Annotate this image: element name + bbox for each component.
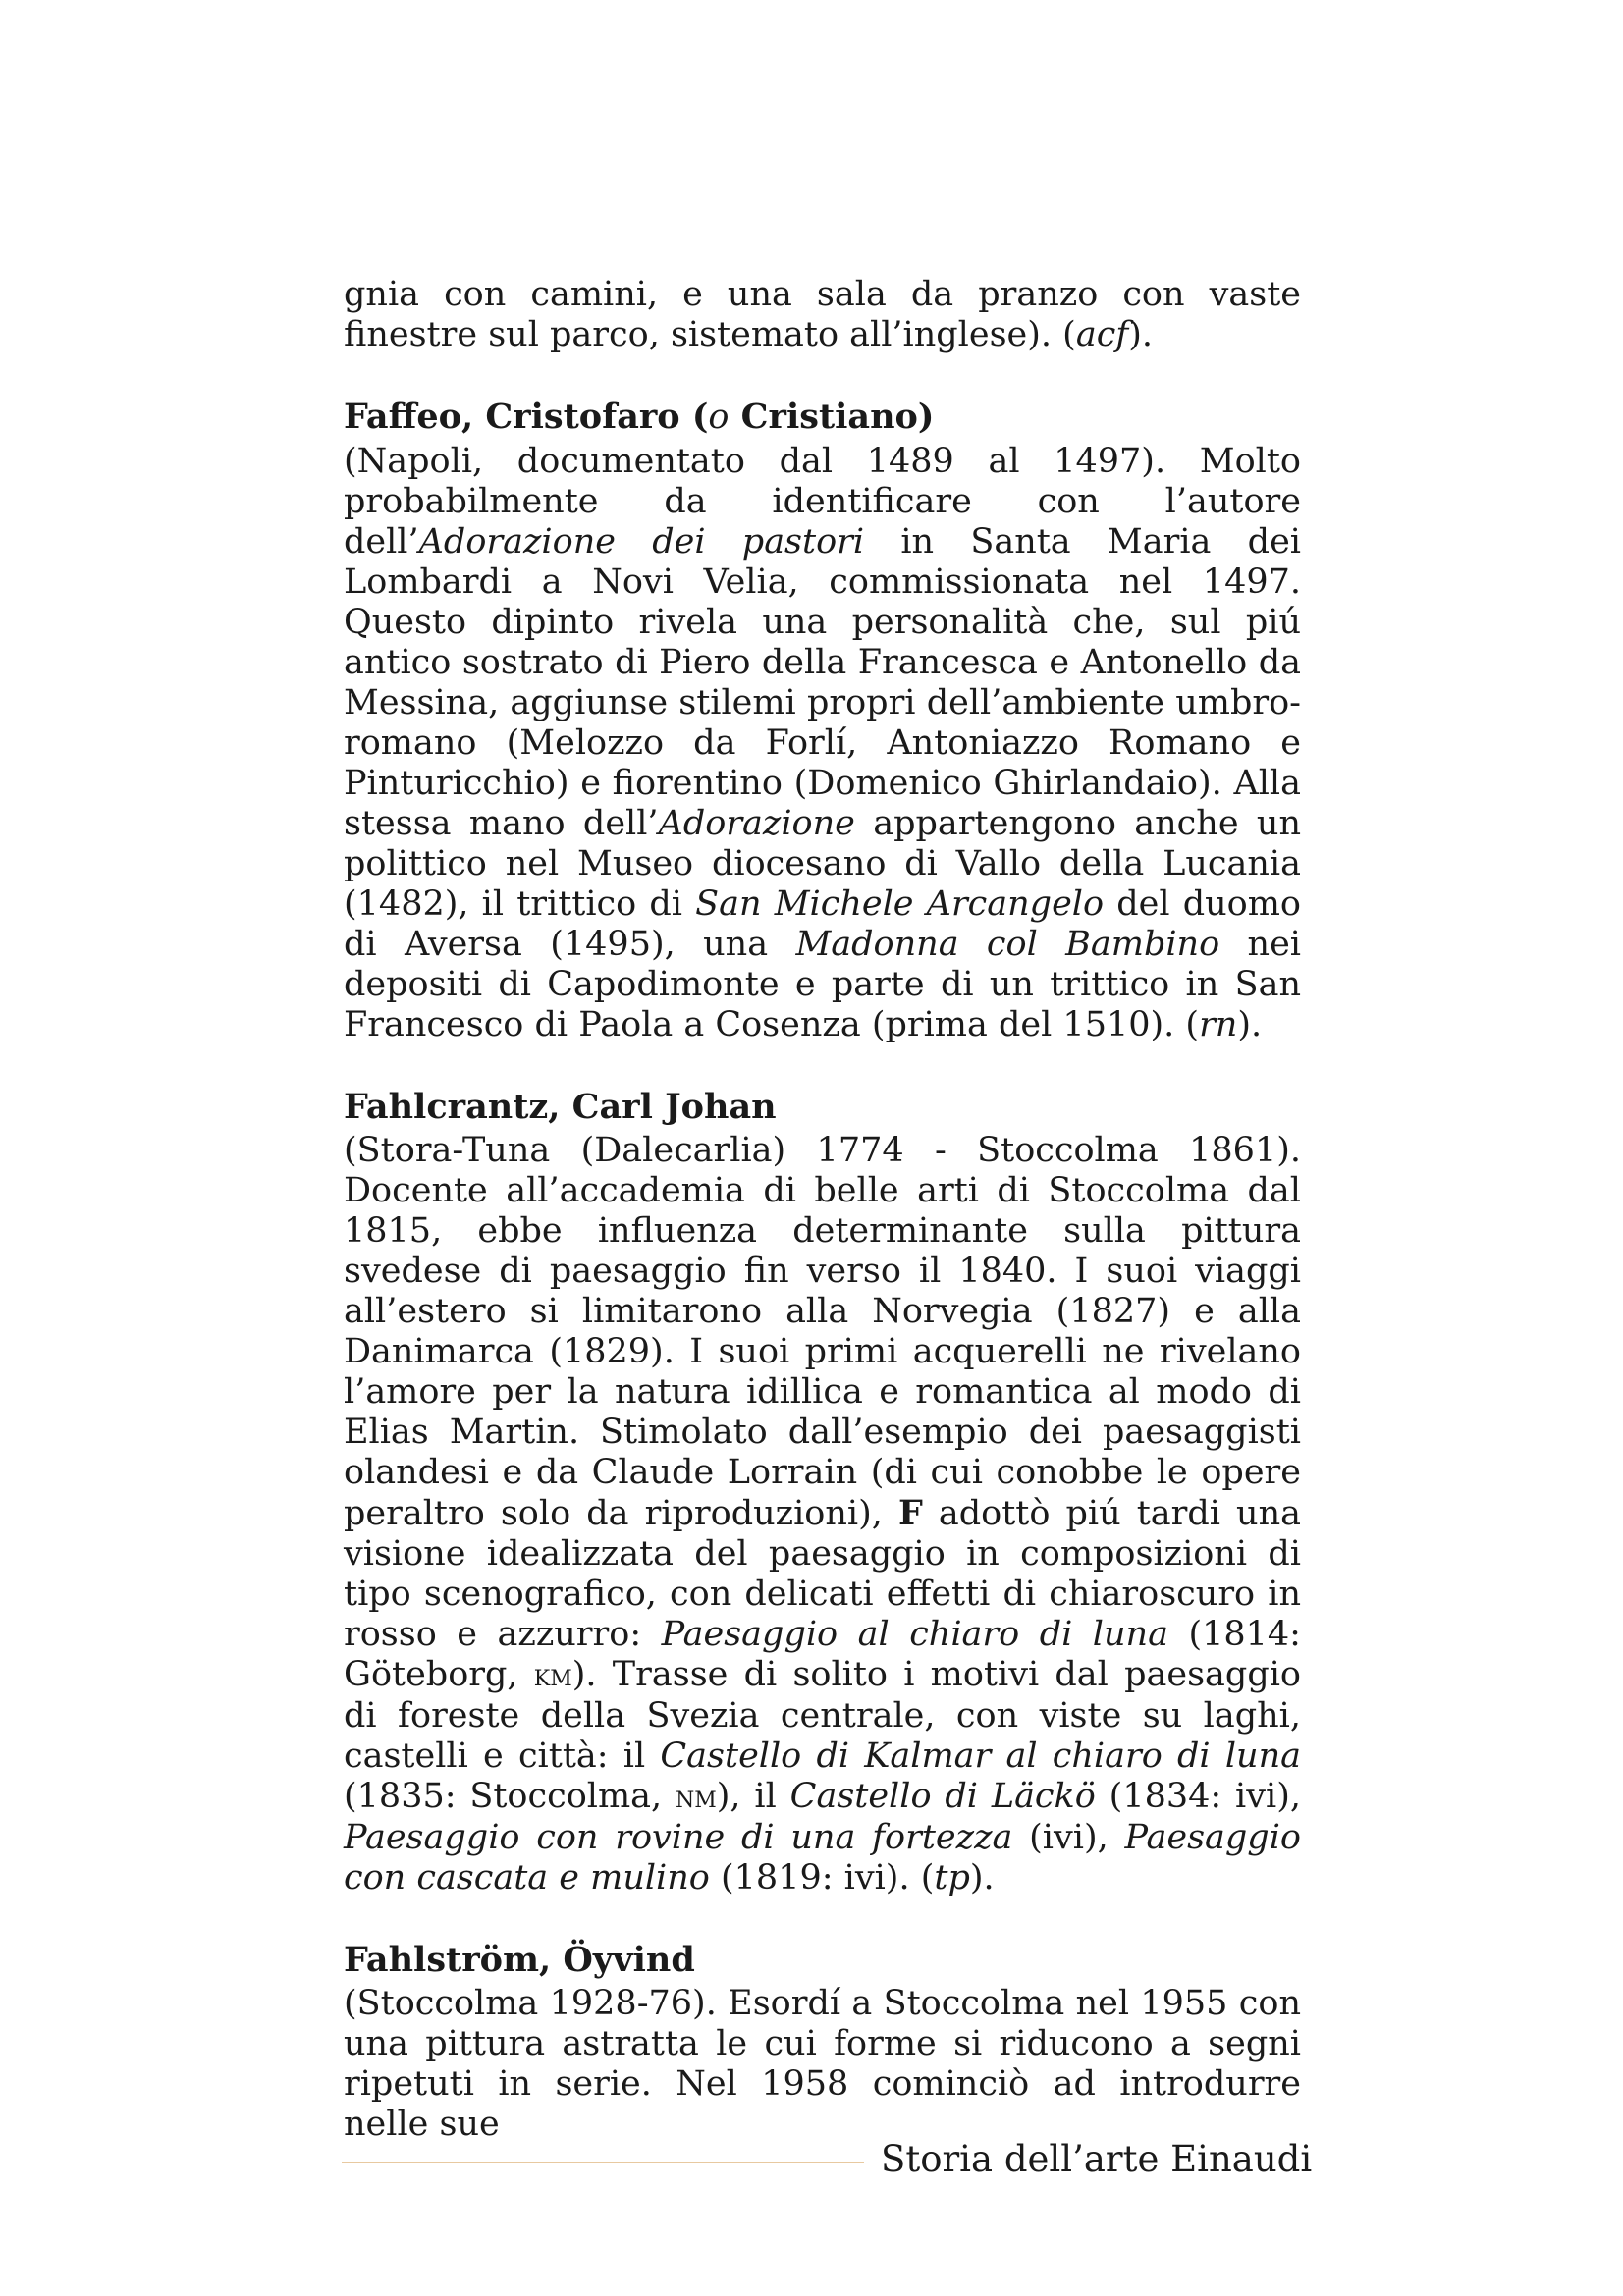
entry-fahlstrom	[344, 1940, 1301, 2145]
author-initials: tp	[934, 1858, 970, 1897]
author-initials: rn	[1199, 1005, 1238, 1044]
footer-title: Storia dell’arte Einaudi	[881, 2138, 1313, 2180]
footer-rule	[342, 2162, 864, 2163]
entry-fahlcrantz	[344, 1087, 1301, 1898]
entry-faffeo	[344, 397, 1301, 1045]
entry-text: (Napoli, documentato dal 1489 al 1497). Molto probabilmente da identificare con l’autore dell’Adorazione dei pastori in Santa Maria dei Lombardi a Novi Velia, commissionata nel 1497. Questo dipinto rivela una personalità che, sul piú antico sostrato di Piero della Francesca e Antonello da Messina, aggiunse stilemi propri dell’ambiente umbro-romano (Melozzo da Forlí, Antoniazzo Romano e Pinturicchio) e fiorentino (Domenico Ghirlandaio). Alla stessa mano dell’Adorazione appartengono anche un polittico nel Museo diocesano di Vallo della Lucania (1482), il trittico di San Michele Arcangelo del duomo di Aversa (1495), una Madonna col Bambino nei depositi di Capodimonte e parte di un trittico in San Francesco di Paola a Cosenza (prima del 1510). (rn).	[344, 442, 1302, 1044]
entry-text: (Stoccolma 1928-76). Esordí a Stoccolma nel 1955 con una pittura astratta le cui forme si riducono a segni ripetuti in serie. Nel 1958 cominciò ad introdurre nelle sue	[344, 1984, 1301, 2144]
entry-text: (Stora-Tuna (Dalecarlia) 1774 - Stoccolma 1861). Docente all’accademia di belle arti di Stoccolma dal 1815, ebbe influenza determinante sulla pittura svedese di paesaggio fin verso il 1840. I suoi viaggi all’estero si limitarono alla Norvegia (1827) e alla Danimarca (1829). I suoi primi acquerelli ne rivelano l’amore per la natura idillica e romantica al modo di Elias Martin. Stimolato dall’esempio dei paesaggisti olandesi e da Claude Lorrain (di cui conobbe le opere peraltro solo da riproduzioni), F adottò piú tardi una visione idealizzata del paesaggio in composizioni di tipo scenografico, con delicati effetti di chiaroscuro in rosso e azzurro: Paesaggio al chiaro di luna (1814: Göteborg, km). Trasse di solito i motivi dal paesaggio di foreste della Svezia centrale, con viste su laghi, castelli e città: il Castello di Kalmar al chiaro di luna (1835: Stoccolma, nm), il Castello di Läckö (1834: ivi), Paesaggio con rovine di una fortezza (ivi), Paesaggio con cascata e mulino (1819: ivi). (tp).	[344, 1131, 1301, 1897]
author-initials: acf	[1075, 315, 1129, 354]
page-body	[344, 275, 1301, 2145]
entry-heading: Fahlcrantz, Carl Johan	[344, 1087, 777, 1127]
entry-heading: Fahlström, Öyvind	[344, 1940, 695, 1980]
entry-heading: Faffeo, Cristofaro (o Cristiano)	[344, 397, 935, 437]
intro-paragraph: gnia con camini, e una sala da pranzo con vaste finestre sul parco, sistemato all’inglese). (acf).	[344, 275, 1301, 354]
